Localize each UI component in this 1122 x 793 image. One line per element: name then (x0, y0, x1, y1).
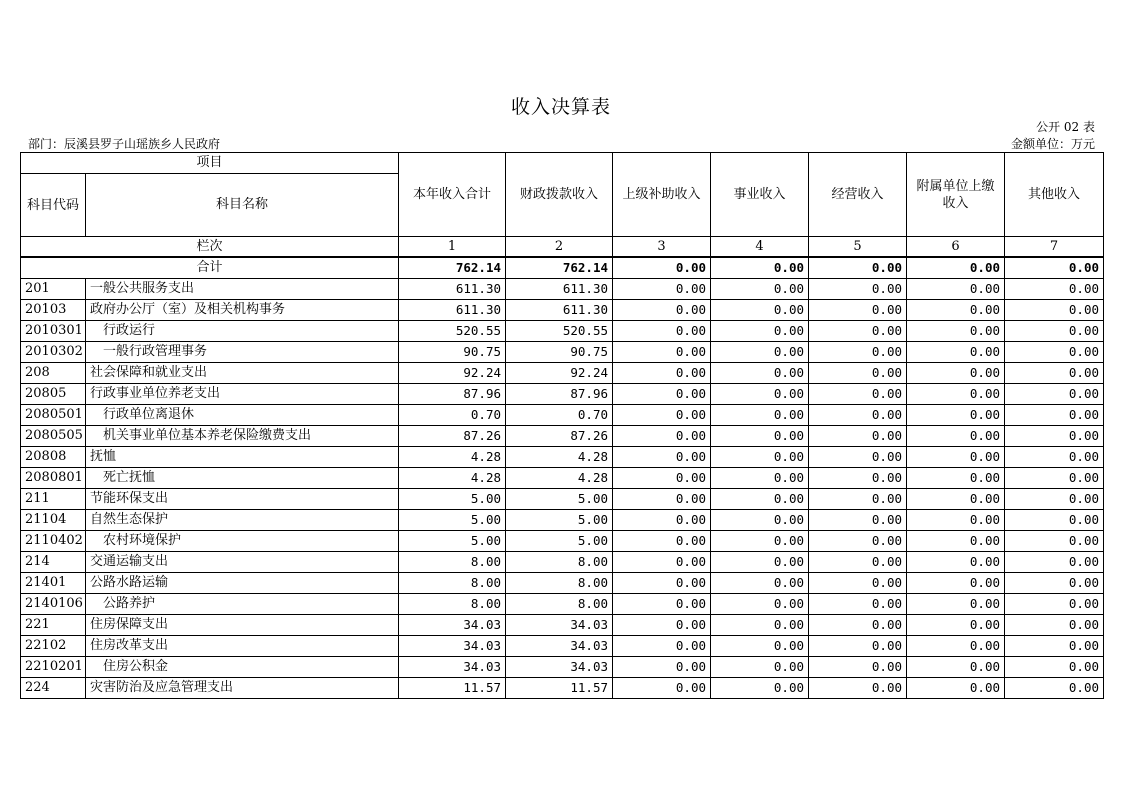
amount-cell: 0.00 (613, 342, 711, 363)
table-row (21, 300, 1104, 321)
amount-cell: 520.55 (399, 321, 506, 342)
amount-cell: 0.00 (1005, 678, 1104, 699)
amount-cell: 0.00 (809, 384, 907, 405)
table-row (21, 678, 1104, 699)
amount-cell: 0.00 (907, 468, 1005, 489)
table-row (21, 657, 1104, 678)
amount-cell: 0.00 (1005, 279, 1104, 300)
amount-cell: 0.00 (1005, 594, 1104, 615)
amount-cell: 0.00 (613, 489, 711, 510)
subject-code: 2010302 (21, 342, 86, 363)
amount-cell: 0.00 (1005, 531, 1104, 552)
amount-cell: 0.00 (711, 426, 809, 447)
amount-cell: 0.00 (1005, 405, 1104, 426)
subject-name: 行政事业单位养老支出 (86, 384, 399, 405)
subject-code: 2080505 (21, 426, 86, 447)
amount-cell: 34.03 (399, 615, 506, 636)
subject-name: 抚恤 (86, 447, 399, 468)
subject-name: 行政运行 (86, 321, 399, 342)
table-row (21, 489, 1104, 510)
subject-name: 农村环境保护 (86, 531, 399, 552)
amount-cell: 0.00 (907, 573, 1005, 594)
amount-cell: 0.00 (711, 531, 809, 552)
amount-cell: 0.00 (907, 678, 1005, 699)
amount-cell: 0.00 (809, 531, 907, 552)
subject-name: 一般公共服务支出 (86, 279, 399, 300)
header-row-num: 2 (506, 237, 613, 258)
amount-cell: 0.00 (711, 363, 809, 384)
amount-cell: 87.26 (506, 426, 613, 447)
amount-cell: 0.00 (809, 615, 907, 636)
subject-code: 2080501 (21, 405, 86, 426)
subject-name: 行政单位离退休 (86, 405, 399, 426)
amount-cell: 34.03 (506, 657, 613, 678)
header-col-operating: 经营收入 (809, 153, 907, 237)
header-name: 科目名称 (86, 174, 399, 237)
form-number: 公开 02 表 (1036, 120, 1095, 134)
subject-name: 交通运输支出 (86, 552, 399, 573)
amount-cell: 0.00 (907, 552, 1005, 573)
amount-cell: 0.00 (1005, 447, 1104, 468)
amount-cell: 0.00 (1005, 573, 1104, 594)
amount-cell: 0.00 (711, 636, 809, 657)
subject-code: 20805 (21, 384, 86, 405)
amount-cell: 0.00 (711, 405, 809, 426)
amount-cell: 0.00 (809, 468, 907, 489)
amount-cell: 0.00 (907, 657, 1005, 678)
amount-cell: 8.00 (506, 552, 613, 573)
amount-cell: 0.00 (907, 300, 1005, 321)
header-col-affiliated: 附属单位上缴收入 (907, 153, 1005, 237)
amount-cell: 0.00 (1005, 468, 1104, 489)
subject-code: 201 (21, 279, 86, 300)
amount-cell: 611.30 (506, 279, 613, 300)
amount-cell: 0.00 (711, 594, 809, 615)
header-code: 科目代码 (21, 174, 86, 237)
amount-unit-label: 金额单位：万元 (1010, 137, 1095, 151)
total-value: 762.14 (399, 257, 506, 279)
amount-cell: 0.00 (907, 531, 1005, 552)
amount-cell: 611.30 (399, 279, 506, 300)
amount-cell: 90.75 (399, 342, 506, 363)
table-row (21, 573, 1104, 594)
amount-cell: 8.00 (506, 594, 613, 615)
amount-cell: 0.00 (809, 300, 907, 321)
header-col-total: 本年收入合计 (399, 153, 506, 237)
amount-cell: 4.28 (399, 447, 506, 468)
amount-cell: 0.00 (711, 342, 809, 363)
subject-name: 一般行政管理事务 (86, 342, 399, 363)
amount-cell: 0.00 (1005, 363, 1104, 384)
table-row (21, 363, 1104, 384)
subject-code: 2110402 (21, 531, 86, 552)
amount-cell: 0.00 (809, 405, 907, 426)
amount-cell: 0.00 (1005, 300, 1104, 321)
table-row (21, 552, 1104, 573)
header-row-num: 5 (809, 237, 907, 258)
amount-cell: 0.00 (809, 657, 907, 678)
subject-name: 政府办公厅（室）及相关机构事务 (86, 300, 399, 321)
header-row-num: 7 (1005, 237, 1104, 258)
amount-cell: 0.00 (711, 468, 809, 489)
amount-cell: 0.00 (1005, 384, 1104, 405)
amount-cell: 5.00 (399, 531, 506, 552)
amount-cell: 87.96 (506, 384, 613, 405)
amount-cell: 0.00 (613, 552, 711, 573)
amount-cell: 0.00 (613, 405, 711, 426)
header-col-other: 其他收入 (1005, 153, 1104, 237)
subject-code: 2140106 (21, 594, 86, 615)
department-label: 部门：辰溪县罗子山瑶族乡人民政府 (28, 137, 221, 151)
table-row (21, 636, 1104, 657)
amount-cell: 0.00 (613, 321, 711, 342)
amount-cell: 0.00 (613, 426, 711, 447)
amount-cell: 0.00 (1005, 657, 1104, 678)
amount-cell: 92.24 (399, 363, 506, 384)
header-row-label: 栏次 (21, 237, 399, 258)
amount-cell: 0.00 (907, 384, 1005, 405)
amount-cell: 4.28 (506, 447, 613, 468)
table-row (21, 531, 1104, 552)
amount-cell: 0.00 (809, 594, 907, 615)
amount-cell: 0.00 (613, 594, 711, 615)
amount-cell: 0.70 (506, 405, 613, 426)
subject-name: 自然生态保护 (86, 510, 399, 531)
amount-cell: 0.00 (907, 594, 1005, 615)
amount-cell: 0.00 (907, 447, 1005, 468)
amount-cell: 0.00 (613, 363, 711, 384)
header-row-num: 4 (711, 237, 809, 258)
amount-cell: 0.00 (711, 489, 809, 510)
amount-cell: 0.00 (711, 615, 809, 636)
subject-code: 221 (21, 615, 86, 636)
amount-cell: 11.57 (506, 678, 613, 699)
amount-cell: 0.00 (809, 363, 907, 384)
subject-code: 2080801 (21, 468, 86, 489)
table-row (21, 468, 1104, 489)
subject-name: 住房公积金 (86, 657, 399, 678)
subject-code: 2010301 (21, 321, 86, 342)
subject-name: 灾害防治及应急管理支出 (86, 678, 399, 699)
amount-cell: 0.00 (613, 573, 711, 594)
table-row (21, 594, 1104, 615)
amount-cell: 0.00 (809, 552, 907, 573)
amount-cell: 0.00 (613, 615, 711, 636)
table-row (21, 279, 1104, 300)
amount-cell: 87.26 (399, 426, 506, 447)
amount-cell: 0.00 (907, 405, 1005, 426)
amount-cell: 0.00 (1005, 489, 1104, 510)
subject-code: 214 (21, 552, 86, 573)
amount-cell: 0.00 (809, 636, 907, 657)
subject-name: 死亡抚恤 (86, 468, 399, 489)
amount-cell: 11.57 (399, 678, 506, 699)
amount-cell: 0.00 (907, 426, 1005, 447)
subject-code: 211 (21, 489, 86, 510)
subject-name: 住房改革支出 (86, 636, 399, 657)
amount-cell: 0.00 (613, 636, 711, 657)
amount-cell: 0.00 (907, 615, 1005, 636)
amount-cell: 0.00 (613, 531, 711, 552)
amount-cell: 0.00 (907, 363, 1005, 384)
subject-code: 21104 (21, 510, 86, 531)
amount-cell: 0.00 (613, 468, 711, 489)
amount-cell: 0.00 (711, 657, 809, 678)
amount-cell: 34.03 (506, 636, 613, 657)
subject-name: 社会保障和就业支出 (86, 363, 399, 384)
total-value: 0.00 (809, 257, 907, 279)
amount-cell: 0.00 (907, 489, 1005, 510)
header-row-num: 6 (907, 237, 1005, 258)
total-row (21, 257, 1104, 279)
subject-name: 节能环保支出 (86, 489, 399, 510)
subject-name: 机关事业单位基本养老保险缴费支出 (86, 426, 399, 447)
amount-cell: 0.00 (907, 510, 1005, 531)
header-col-business: 事业收入 (711, 153, 809, 237)
header-col-fiscal: 财政拨款收入 (506, 153, 613, 237)
amount-cell: 611.30 (399, 300, 506, 321)
subject-code: 20808 (21, 447, 86, 468)
amount-cell: 5.00 (399, 510, 506, 531)
subject-name: 公路养护 (86, 594, 399, 615)
amount-cell: 0.00 (613, 384, 711, 405)
amount-cell: 0.00 (1005, 426, 1104, 447)
amount-cell: 0.00 (809, 573, 907, 594)
total-value: 0.00 (1005, 257, 1104, 279)
amount-cell: 0.00 (711, 279, 809, 300)
amount-cell: 0.00 (907, 279, 1005, 300)
amount-cell: 0.00 (613, 657, 711, 678)
amount-cell: 0.00 (1005, 510, 1104, 531)
amount-cell: 0.00 (711, 447, 809, 468)
table-row (21, 405, 1104, 426)
amount-cell: 0.00 (711, 552, 809, 573)
amount-cell: 0.00 (1005, 342, 1104, 363)
amount-cell: 0.00 (613, 510, 711, 531)
table-row (21, 342, 1104, 363)
amount-cell: 5.00 (399, 489, 506, 510)
table-row (21, 447, 1104, 468)
table-row (21, 384, 1104, 405)
amount-cell: 0.00 (711, 384, 809, 405)
subject-code: 20103 (21, 300, 86, 321)
amount-cell: 8.00 (399, 594, 506, 615)
subject-code: 208 (21, 363, 86, 384)
table-row (21, 615, 1104, 636)
amount-cell: 0.00 (809, 447, 907, 468)
amount-cell: 0.00 (809, 678, 907, 699)
total-value: 0.00 (907, 257, 1005, 279)
amount-cell: 0.00 (809, 510, 907, 531)
subject-code: 2210201 (21, 657, 86, 678)
total-label: 合计 (21, 257, 399, 279)
amount-cell: 4.28 (399, 468, 506, 489)
table-row (21, 321, 1104, 342)
amount-cell: 4.28 (506, 468, 613, 489)
header-col-superior: 上级补助收入 (613, 153, 711, 237)
amount-cell: 5.00 (506, 489, 613, 510)
amount-cell: 520.55 (506, 321, 613, 342)
amount-cell: 0.00 (711, 510, 809, 531)
subject-code: 22102 (21, 636, 86, 657)
amount-cell: 0.00 (613, 300, 711, 321)
amount-cell: 8.00 (399, 552, 506, 573)
amount-cell: 8.00 (506, 573, 613, 594)
amount-cell: 34.03 (399, 636, 506, 657)
amount-cell: 611.30 (506, 300, 613, 321)
income-table (20, 152, 1104, 699)
amount-cell: 34.03 (506, 615, 613, 636)
header-row-num: 1 (399, 237, 506, 258)
total-value: 0.00 (613, 257, 711, 279)
amount-cell: 0.00 (613, 279, 711, 300)
subject-code: 21401 (21, 573, 86, 594)
header-item: 项目 (21, 153, 399, 174)
amount-cell: 0.00 (907, 321, 1005, 342)
amount-cell: 0.00 (613, 678, 711, 699)
table-row (21, 426, 1104, 447)
total-value: 762.14 (506, 257, 613, 279)
amount-cell: 0.70 (399, 405, 506, 426)
table-row (21, 510, 1104, 531)
amount-cell: 0.00 (809, 426, 907, 447)
amount-cell: 0.00 (1005, 552, 1104, 573)
amount-cell: 0.00 (711, 300, 809, 321)
subject-name: 住房保障支出 (86, 615, 399, 636)
amount-cell: 5.00 (506, 531, 613, 552)
amount-cell: 8.00 (399, 573, 506, 594)
total-value: 0.00 (711, 257, 809, 279)
amount-cell: 0.00 (711, 573, 809, 594)
amount-cell: 34.03 (399, 657, 506, 678)
amount-cell: 0.00 (1005, 321, 1104, 342)
amount-cell: 0.00 (907, 342, 1005, 363)
subject-code: 224 (21, 678, 86, 699)
amount-cell: 0.00 (809, 321, 907, 342)
amount-cell: 92.24 (506, 363, 613, 384)
amount-cell: 0.00 (613, 447, 711, 468)
amount-cell: 90.75 (506, 342, 613, 363)
amount-cell: 0.00 (1005, 636, 1104, 657)
amount-cell: 0.00 (809, 279, 907, 300)
amount-cell: 0.00 (711, 321, 809, 342)
amount-cell: 87.96 (399, 384, 506, 405)
amount-cell: 0.00 (1005, 615, 1104, 636)
header-row-num: 3 (613, 237, 711, 258)
amount-cell: 0.00 (809, 342, 907, 363)
amount-cell: 0.00 (907, 636, 1005, 657)
amount-cell: 0.00 (711, 678, 809, 699)
report-title: 收入决算表 (510, 96, 611, 118)
subject-name: 公路水路运输 (86, 573, 399, 594)
amount-cell: 0.00 (809, 489, 907, 510)
amount-cell: 5.00 (506, 510, 613, 531)
